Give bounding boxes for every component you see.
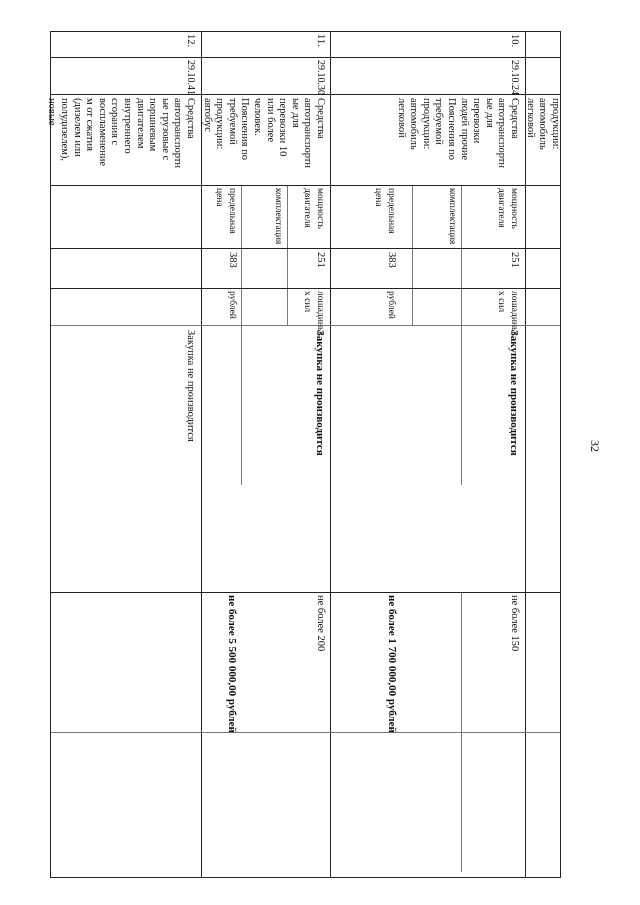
row-line-2 xyxy=(330,32,331,877)
row-10-char3-unit: рублей xyxy=(386,291,396,319)
row-10-char1-value: 251 xyxy=(509,252,520,268)
col-line-1 xyxy=(51,57,560,58)
row-11-char1-name: мощность двигателя xyxy=(302,188,325,229)
row-11-char1-value: 251 xyxy=(315,252,326,268)
subrow-line-11b xyxy=(241,185,242,485)
subrow-line-10a xyxy=(461,185,462,485)
row-11-okpd: 29.10.30 xyxy=(315,60,326,95)
subrow-line-11a xyxy=(287,185,288,325)
row-10-okpd: 29.10.24 xyxy=(509,60,520,95)
row-11-char3-unit: рублей xyxy=(227,291,237,319)
col-line-3 xyxy=(51,185,560,186)
row-11-limit-1: не более 200 xyxy=(315,595,326,652)
requirements-table xyxy=(46,31,561,878)
row-10-char3-name: предельная цена xyxy=(373,188,396,234)
col-line-8 xyxy=(51,732,560,733)
row-10-purchase-note: Закупка не производится xyxy=(508,330,520,456)
row-10-char1-name: мощность двигателя xyxy=(496,188,519,229)
row-10-char3-value: 383 xyxy=(386,252,397,268)
col-line-6 xyxy=(51,325,560,326)
row-11-index: 11. xyxy=(315,34,326,47)
row-12-okpd: 29.10.41 xyxy=(185,60,196,95)
row-10-char2-name: комплектация xyxy=(447,188,457,245)
row-11-char1-unit: лошадины х сил xyxy=(302,291,325,334)
col-line-2 xyxy=(51,94,560,95)
row-12-name: Средства автотранспортн ые грузовые с поршневым двигателем внутреннего сгорания с воспламенение м от сжатия (дизелем или полудизелем), новые xyxy=(46,98,196,169)
subrow-line-10b xyxy=(412,185,413,325)
row-11-char2-name: комплектация xyxy=(273,188,283,245)
row-11-name: Средства автотранспортн ые для перевозки 10 или более человек. Пояснения по требуемой продукции: автобус xyxy=(201,98,326,169)
row-10-limit-price: не более 1 700 000,00 рублей xyxy=(386,595,398,733)
row-10-name: Средства автотранспортн ые для перевозки людей прочие Пояснения по требуемой продукции: автомобиль легковой xyxy=(395,98,520,169)
row-11-char3-name: предельная цена xyxy=(214,188,237,234)
page-number: 32 xyxy=(588,440,602,452)
row-11-purchase-note: Закупка не производится xyxy=(314,330,326,456)
row-11-char3-value: 383 xyxy=(227,252,238,268)
row-12-purchase-note: Закупка не производится xyxy=(185,330,196,442)
row-10-limit-1: не более 150 xyxy=(509,595,520,652)
col-line-7 xyxy=(51,592,560,593)
row-12-index: 12. xyxy=(185,34,196,48)
row-10-index: 10. xyxy=(509,34,520,48)
row-continuation-name: продукции: автомобиль легковой xyxy=(524,98,561,150)
col-line-5 xyxy=(51,288,560,289)
row-11-limit-price: не более 5 500 000,00 рублей xyxy=(226,595,238,733)
col-line-4 xyxy=(51,248,560,249)
row-10-char1-unit: лошадины х сил xyxy=(496,291,519,334)
